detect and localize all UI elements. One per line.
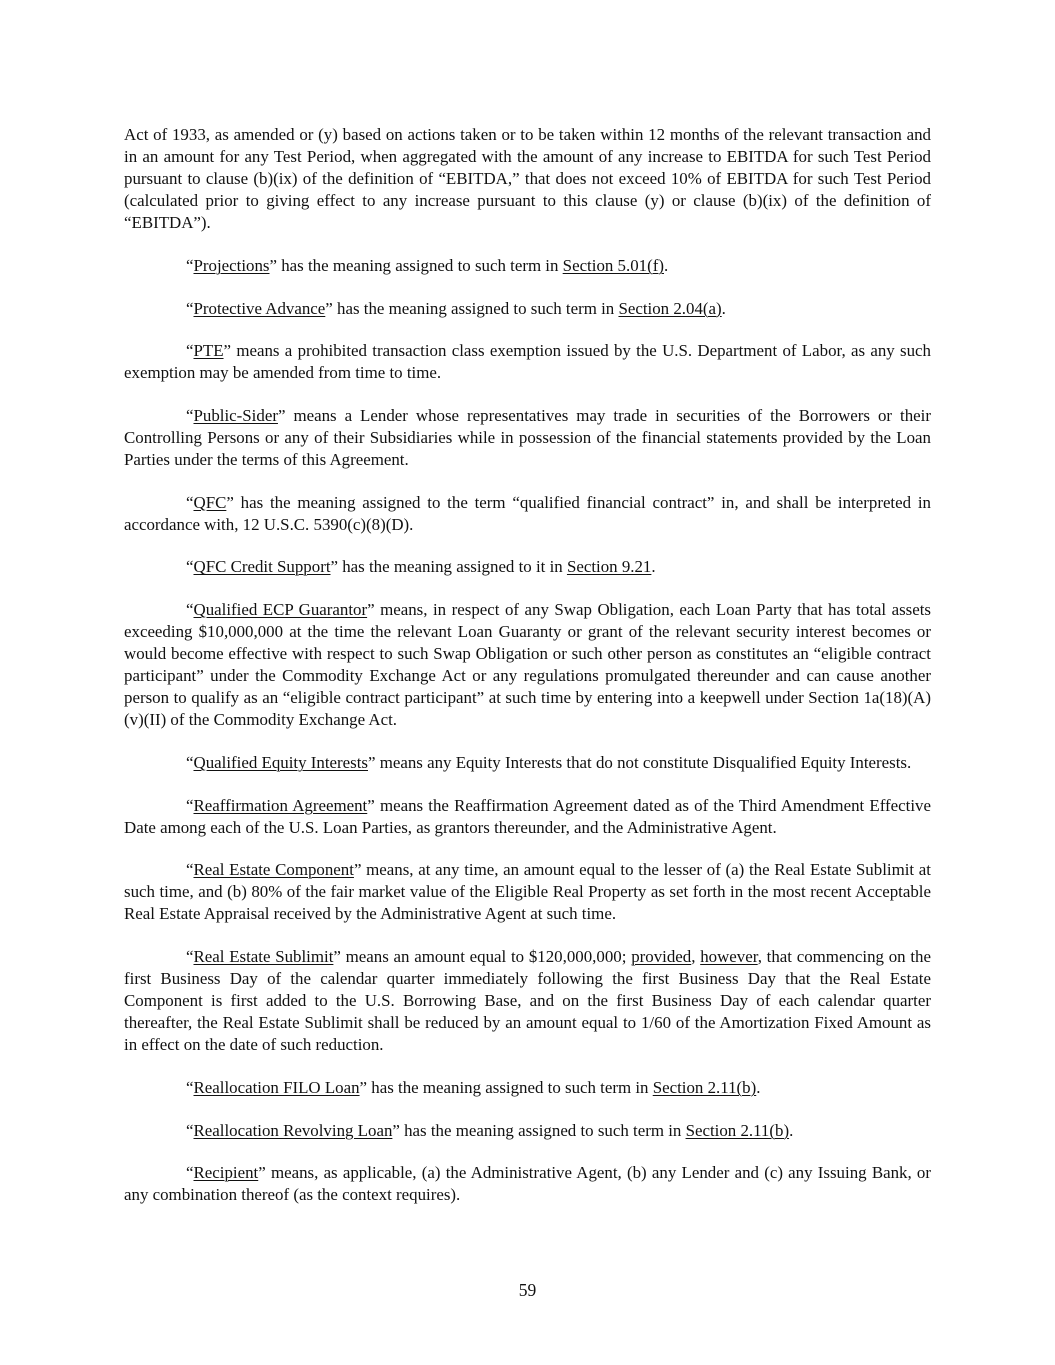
defined-term: QFC (193, 492, 227, 512)
definition-qualified-ecp-guarantor: “Qualified ECP Guarantor” means, in respect of any Swap Obligation, each Loan Party that has total assets exceeding $10,000,000 at the time the relevant Loan Guaranty or grant of the relevant security interest becomes or would become effective with respect to such Swap Obligation or such other person as constitutes an “eligible contract participant” under the Commodity Exchange Act or any regulations promulgated thereunder and can cause another person to qualify as an “eligible contract participant” at such time by entering into a keepwell under Section 1a(18)(A)(v)(II) of the Commodity Exchange Act. (124, 599, 931, 730)
defined-term: Qualified Equity Interests (193, 752, 368, 772)
defined-term: Protective Advance (193, 298, 326, 318)
proviso-keyword: however (700, 947, 758, 967)
definition-projections: “Projections” has the meaning assigned to such term in Section 5.01(f). (186, 255, 669, 275)
defined-term: QFC Credit Support (193, 557, 331, 577)
definition-public-sider: “Public-Sider” means a Lender whose representatives may trade in securities of the Borrowers or their Controlling Persons or any of their Subsidiaries while in possession of the financial statements provided by the Loan Parties under the terms of this Agreement. (124, 405, 931, 470)
section-reference[interactable]: Section 9.21 (566, 557, 652, 577)
definition-qfc-credit-support: “QFC Credit Support” has the meaning assigned to it in Section 9.21. (186, 557, 656, 577)
section-reference[interactable]: Section 5.01(f) (562, 255, 664, 275)
defined-term: Reaffirmation Agreement (193, 795, 368, 815)
defined-term: Recipient (193, 1163, 259, 1183)
section-reference[interactable]: Section 2.04(a) (618, 298, 722, 318)
page-number: 59 (518, 1280, 537, 1300)
defined-term: Reallocation FILO Loan (193, 1078, 360, 1097)
defined-term: Projections (193, 255, 270, 275)
intro-paragraph: Act of 1933, as amended or (y) based on actions taken or to be taken within 12 months of the relevant transaction and in an amount for any Test Period, when aggregated with the amount of any increase to EBITDA for such Test Period pursuant to clause (b)(ix) of the definition of “EBITDA,” that does not exceed 10% of EBITDA for such Test Period (calculated prior to giving effect to any increase pursuant to this clause (y) or clause (b)(ix) of the definition of “EBITDA”). (124, 125, 931, 233)
definition-reallocation-revolving-loan: “Reallocation Revolving Loan” has the meaning assigned to such term in Section 2.11(b). (186, 1120, 794, 1140)
section-reference[interactable]: Section 2.11(b) (652, 1078, 757, 1097)
definition-real-estate-component: “Real Estate Component” means, at any time, an amount equal to the lesser of (a) the Real Estate Sublimit at such time, and (b) 80% of the fair market value of the Eligible Real Property as set forth in the most recent Acceptable Real Estate Appraisal received by the Administrative Agent at such time. (124, 860, 931, 924)
document-page (124, 124, 931, 1227)
definition-protective-advance: “Protective Advance” has the meaning assigned to such term in Section 2.04(a). (186, 298, 726, 318)
definition-real-estate-sublimit: “Real Estate Sublimit” means an amount equal to $120,000,000; provided, however, that commencing on the first Business Day of the calendar quarter immediately following the first Business Day that the Real Estate Component is first added to the U.S. Borrowing Base, and on the first Business Day of each calendar quarter thereafter, the Real Estate Sublimit shall be reduced by an amount equal to 1/60 of the Amortization Fixed Amount as in effect on the date of such reduction. (124, 947, 931, 1055)
defined-term: PTE (193, 341, 224, 361)
proviso-keyword: provided (631, 947, 692, 967)
defined-term: Qualified ECP Guarantor (193, 599, 368, 619)
definition-recipient: “Recipient” means, as applicable, (a) the Administrative Agent, (b) any Lender and (c) any Issuing Bank, or any combination thereof (as the context requires). (124, 1163, 931, 1205)
defined-term: Reallocation Revolving Loan (193, 1120, 393, 1140)
section-reference[interactable]: Section 2.11(b) (685, 1120, 790, 1140)
definition-reaffirmation-agreement: “Reaffirmation Agreement” means the Reaffirmation Agreement dated as of the Third Amendment Effective Date among each of the U.S. Loan Parties, as grantors thereunder, and the Administrative Agent. (124, 795, 931, 837)
definition-qfc: “QFC” has the meaning assigned to the term “qualified financial contract” in, and shall be interpreted in accordance with, 12 U.S.C. 5390(c)(8)(D). (124, 492, 931, 534)
definition-qualified-equity-interests: “Qualified Equity Interests” means any Equity Interests that do not constitute Disqualified Equity Interests. (186, 752, 912, 772)
defined-term: Public-Sider (193, 405, 278, 425)
definition-reallocation-filo-loan: “Reallocation FILO Loan” has the meaning assigned to such term in Section 2.11(b). (186, 1078, 761, 1097)
defined-term: Real Estate Sublimit (193, 947, 334, 967)
definition-pte: “PTE” means a prohibited transaction class exemption issued by the U.S. Department of Labor, as any such exemption may be amended from time to time. (124, 341, 931, 383)
defined-term: Real Estate Component (193, 860, 354, 880)
